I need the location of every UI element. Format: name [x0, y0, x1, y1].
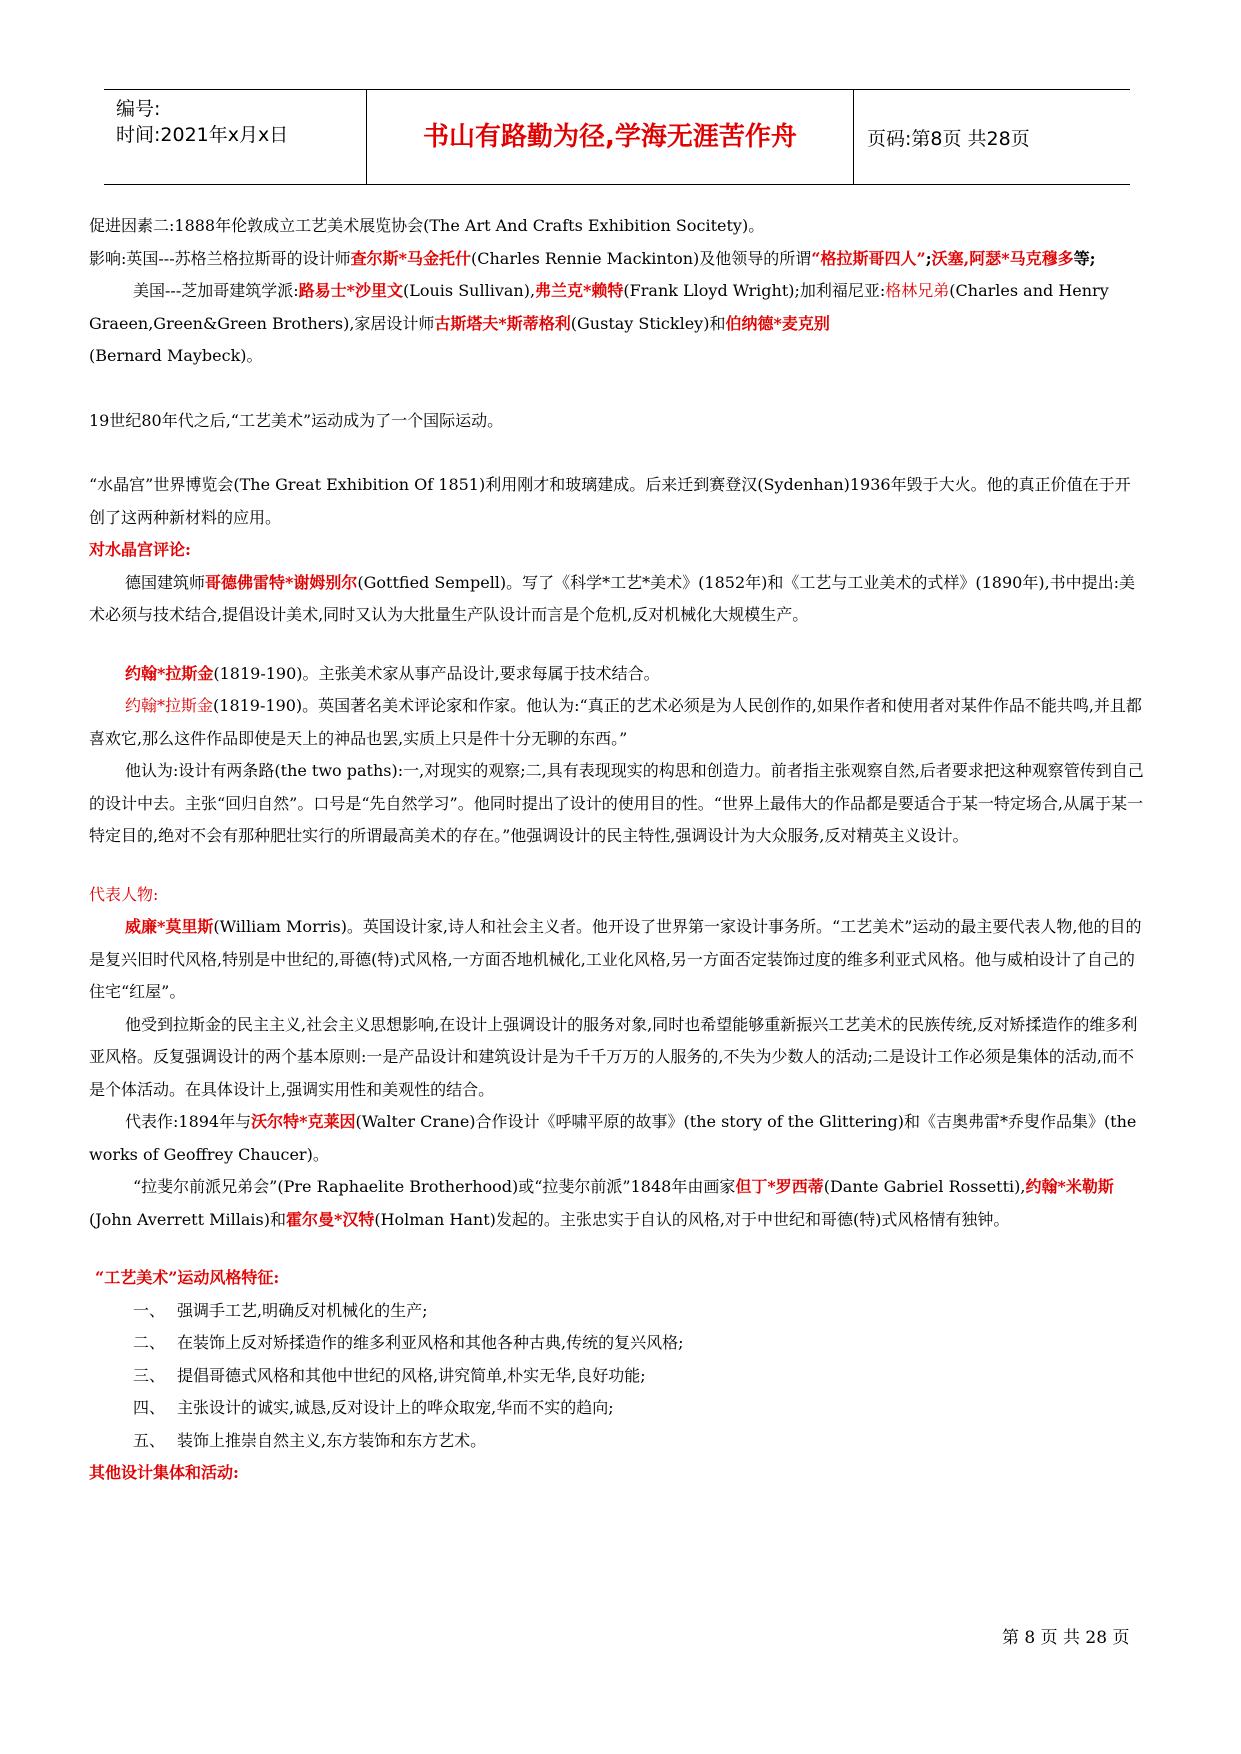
- time-label: 时间:2021年x月x日: [116, 124, 289, 146]
- text: (1819-190)。英国著名美术评论家和作家。他认为:“真正的艺术必须是为人民创作的,如果作者和使用者对某件作品不能共鸣,并且都喜欢它,那么这件作品即使是天上的神品也罢,实质上只是件十分无聊的东西。”: [89, 696, 1142, 748]
- header-motto-cell: [367, 90, 854, 184]
- paragraph-morris: [89, 911, 1144, 1009]
- paragraph-ruskin-short: [89, 658, 1144, 691]
- highlight-name: 约翰*拉斯金: [125, 696, 214, 715]
- highlight-name: 约翰*拉斯金: [125, 663, 214, 683]
- text: ;: [925, 248, 932, 268]
- highlight-name: 查尔斯*马金托什: [350, 248, 471, 268]
- list-item: [89, 1295, 1144, 1328]
- spacer: [89, 437, 1144, 469]
- heading-crystal-palace-review: 对水晶宫评论:: [89, 540, 191, 559]
- header-table: [104, 89, 1130, 185]
- text: (Bernard Maybeck)。: [89, 346, 263, 365]
- highlight-name: 沃塞: [931, 248, 964, 268]
- highlight-name: 弗兰克*赖特: [535, 281, 624, 300]
- text: (Louis Sullivan),: [403, 281, 536, 300]
- highlight-name: “格拉斯哥四人”: [811, 248, 926, 268]
- number-label: 编号:: [116, 98, 161, 120]
- text: (1819-190)。主张美术家从事产品设计,要求每属于技术结合。: [213, 663, 660, 683]
- motto: 书山有路勤为径,学海无涯苦作舟: [423, 122, 797, 152]
- list-number: 三、: [133, 1365, 166, 1385]
- text: 等;: [1073, 248, 1096, 268]
- list-number: 一、: [133, 1300, 166, 1320]
- paragraph-international: 19世纪80年代之后,“工艺美术”运动成为了一个国际运动。: [89, 410, 504, 430]
- paragraph-factor-two: 促进因素二:1888年伦敦成立工艺美术展览协会(The Art And Crafts Exhibition Socitety)。: [89, 216, 765, 235]
- paragraph-ruskin-long: [89, 690, 1144, 755]
- highlight-name: 哥德佛雷特*谢姆别尔: [205, 572, 358, 592]
- text: 美国---芝加哥建筑学派:: [133, 281, 299, 300]
- highlight-name: 威廉*莫里斯: [125, 917, 214, 936]
- list-text: 在装饰上反对矫揉造作的维多利亚风格和其他各种古典,传统的复兴风格;: [177, 1333, 684, 1352]
- list-text: 提倡哥德式风格和其他中世纪的风格,讲究简单,朴实无华,良好功能;: [177, 1365, 646, 1385]
- highlight-name: 格林兄弟: [885, 281, 950, 300]
- list-number: 二、: [133, 1333, 166, 1352]
- spacer: [89, 1236, 1144, 1262]
- list-number: 四、: [133, 1398, 166, 1417]
- text: (William Morris)。英国设计家,诗人和社会主义者。他开设了世界第一家设计事务所。“工艺美术”运动的最主要代表人物,他的目的是复兴旧时代风格,特别是中世纪的,哥德(特)式风格,一方面否地机械化,工业化风格,另一方面否定装饰过度的维多利亚式风格。他与威柏设计了自己的住宅“红屋”。: [89, 917, 1142, 1001]
- text: (Gustay Stickley)和: [570, 313, 726, 333]
- heading-style-features: “工艺美术”运动风格特征:: [95, 1268, 280, 1287]
- text: 影响:英国---苏格兰格拉斯哥的设计师: [89, 248, 351, 268]
- text: (Charles Rennie Mackinton)及他领导的所谓: [471, 248, 812, 268]
- spacer: [89, 853, 1144, 879]
- text: 德国建筑师: [125, 572, 206, 592]
- paragraph-morris-influence: 他受到拉斯金的民主主义,社会主义思想影响,在设计上强调设计的服务对象,同时也希望能够重新振兴工艺美术的民族传统,反对矫揉造作的维多利亚风格。反复强调设计的两个基本原则:一是产品设计和建筑设计是为千千万万的人服务的,不失为少数人的活动;二是设计工作必须是集体的活动,而不是个体活动。在具体设计上,强调实用性和美观性的结合。: [89, 1014, 1138, 1099]
- highlight-name: 沃尔特*克莱因: [251, 1112, 356, 1131]
- text: (John Averrett Millais)和: [89, 1209, 286, 1229]
- text: (Walter Crane)合作设计《呼啸平原的故事》(the story of the Glittering)和《吉奥弗雷*乔叟作品集》(the works of Geoffrey Chaucer)。: [89, 1112, 1137, 1164]
- paragraph-crystal-palace: “水晶宫”世界博览会(The Great Exhibition Of 1851)利用刚才和玻璃建成。后来迁到赛登汉(Sydenhan)1936年毁于大火。他的真正价值在于开创了这两种新材料的应用。: [89, 475, 1131, 527]
- list-item: [89, 1327, 1144, 1360]
- text: 代表作:1894年与: [125, 1112, 252, 1131]
- text: ,: [963, 248, 970, 268]
- list-text: 强调手工艺,明确反对机械化的生产;: [177, 1300, 428, 1320]
- highlight-name: 霍尔曼*汉特: [285, 1209, 375, 1229]
- paragraph-influence-uk: [89, 243, 1144, 276]
- highlight-name: 古斯塔夫*斯蒂格利: [434, 313, 571, 333]
- spacer: [89, 632, 1144, 658]
- spacer: [89, 373, 1144, 405]
- list-number: 五、: [133, 1430, 166, 1450]
- paragraph-masterpiece: [89, 1106, 1144, 1171]
- list-item: [89, 1360, 1144, 1393]
- paragraph-semper: [89, 567, 1144, 632]
- paragraph-two-paths: 他认为:设计有两条路(the two paths):一,对现实的观察;二,具有表现现实的构思和创造力。前者指主张观察自然,后者要求把这种观察管传到自己的设计中去。主张“回归自然”。口号是“先自然学习”。他同时提出了设计的使用目的性。“世界上最伟大的作品都是要适合于某一特定场合,从属于某一特定目的,绝对不会有那种肥壮实行的所谓最高美术的存在。”他强调设计的民主特性,强调设计为大众服务,反对精英主义设计。: [89, 761, 1144, 845]
- feature-list: [89, 1295, 1144, 1458]
- highlight-name: 路易士*沙里文: [298, 281, 403, 300]
- list-item: [89, 1392, 1144, 1425]
- text: (Gottfied Sempell)。写了《科学*工艺*美术》(1852年)和《工艺与工业美术的式样》(1890年),书中提出:美术必须与技术结合,提倡设计美术,同时又认为大批量生产队设计而言是个危机,反对机械化大规模生产。: [89, 572, 1136, 624]
- page-footer: 第 8 页 共 28 页: [1002, 1628, 1130, 1648]
- list-text: 装饰上推崇自然主义,东方装饰和东方艺术。: [177, 1430, 487, 1450]
- page-label: 页码:第8页 共28页: [867, 128, 1030, 150]
- heading-representatives: 代表人物:: [89, 884, 159, 904]
- highlight-name: 阿瑟*马克穆多: [969, 248, 1074, 268]
- text: (Frank Lloyd Wright);加利福尼亚:: [623, 281, 886, 300]
- list-item: [89, 1425, 1144, 1458]
- text: (Holman Hant)发起的。主张忠实于自认的风格,对于中世纪和哥德(特)式风格情有独钟。: [374, 1209, 1010, 1229]
- highlight-name: 约翰*米勒斯: [1025, 1177, 1114, 1196]
- header-meta-cell: [104, 90, 367, 184]
- list-text: 主张设计的诚实,诚恳,反对设计上的哗众取宠,华而不实的趋向;: [177, 1398, 614, 1417]
- highlight-name: 但丁*罗西蒂: [735, 1177, 824, 1196]
- document-body: [89, 210, 1144, 1490]
- highlight-name: 伯纳德*麦克别: [725, 313, 830, 333]
- paragraph-pre-raphaelite: [89, 1171, 1144, 1236]
- text: (Charles and Henry Graeen,Green&Green Brothers),家居设计师: [89, 281, 1109, 333]
- text: “拉斐尔前派兄弟会”(Pre Raphaelite Brotherhood)或“拉斐尔前派”1848年由画家: [133, 1177, 736, 1196]
- paragraph-influence-us: [89, 275, 1144, 373]
- text: (Dante Gabriel Rossetti),: [823, 1177, 1026, 1196]
- header-page-cell: [855, 90, 1130, 184]
- heading-other-groups: 其他设计集体和活动:: [89, 1463, 239, 1482]
